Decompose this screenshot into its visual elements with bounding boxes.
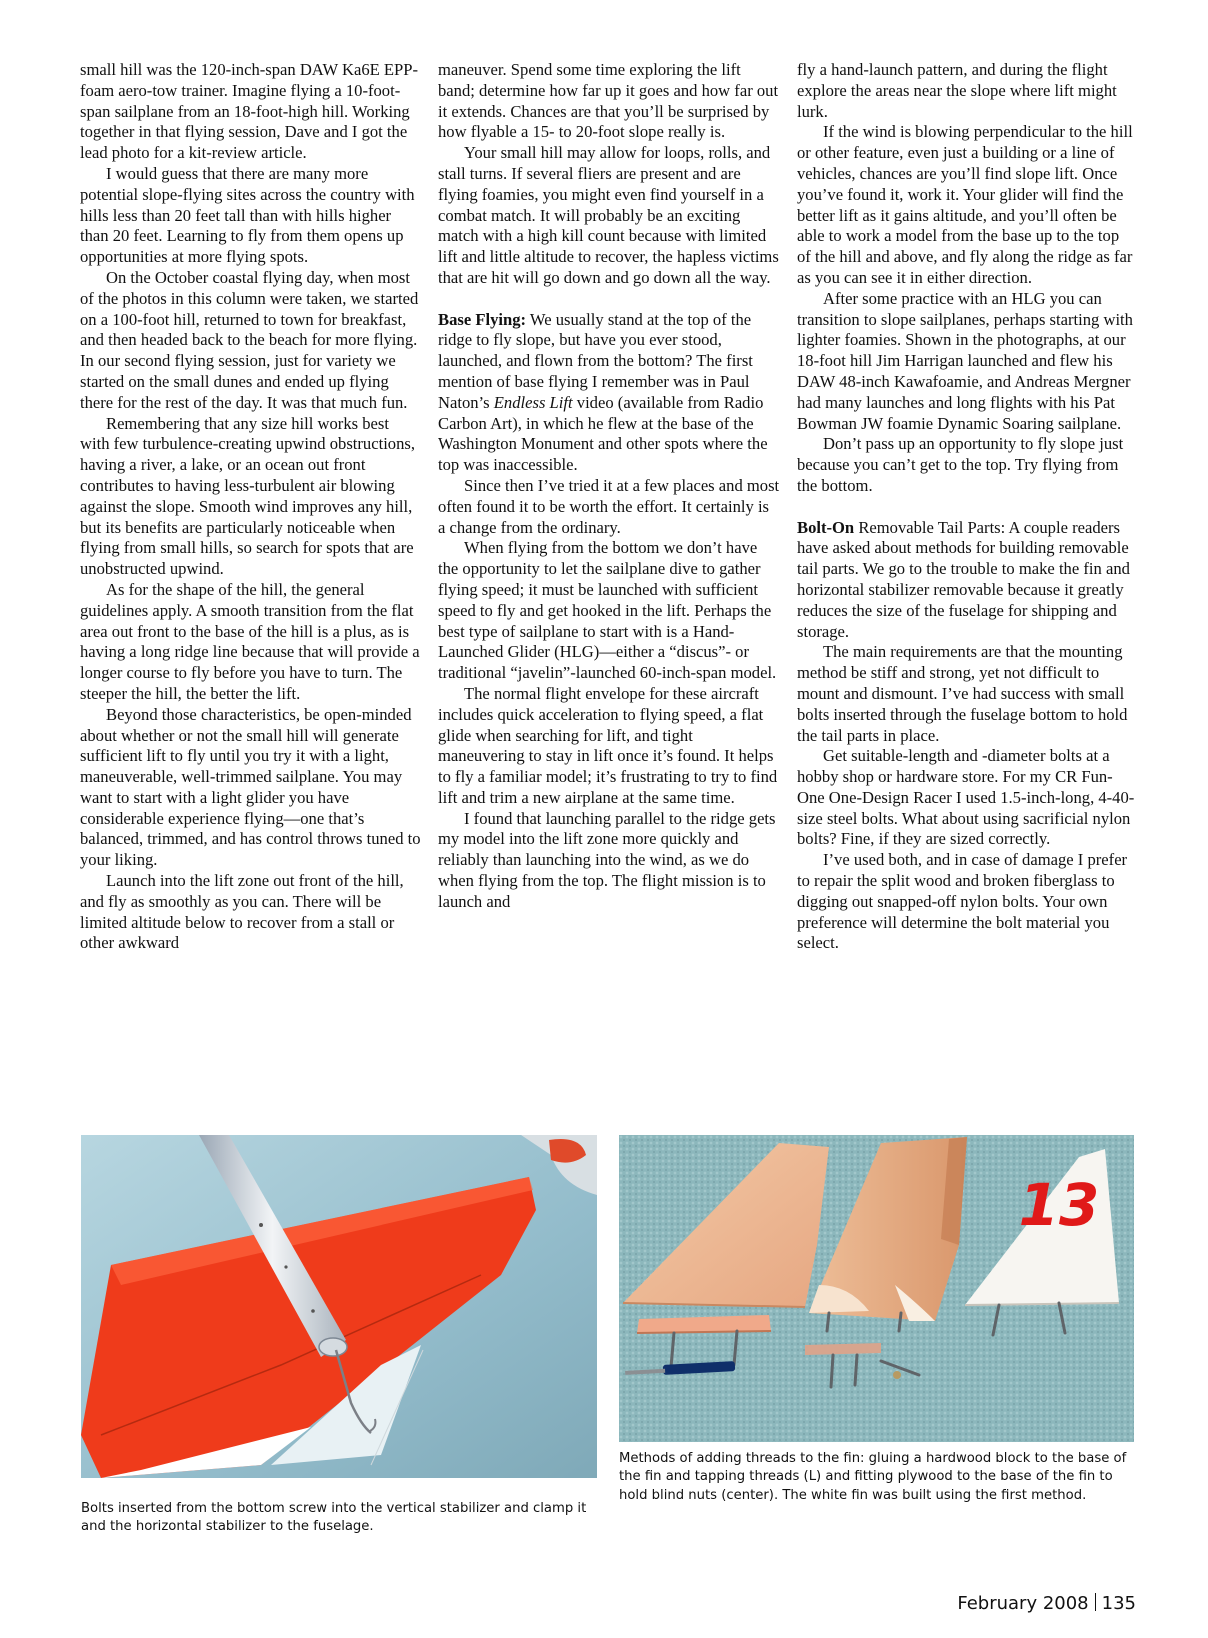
paragraph: Remembering that any size hill works best with few turbulence-creating upwind obstructions, having a river, a lake, or an ocean out front contributes to having less-turbulent air blowing against the slope. Smooth wind improves any hill, but its benefits are particularly noticeable when flying from small hills, so search for spots that are unobstructed upwind.	[80, 413, 416, 579]
paragraph: fly a hand-launch pattern, and during the flight explore the areas near the slope where lift might lurk.	[797, 60, 1117, 121]
paragraph: maneuver. Spend some time exploring the lift band; determine how far up it goes and how far out it extends. Chances are that you’ll be surprised by how flyable a 15- to 20-foot slope really is.	[438, 60, 779, 142]
paragraph-text: video (available from Radio Carbon Art), in which he flew at the base of the Washington Monument and other spots where the top was inaccessible.	[438, 392, 768, 475]
paragraph: The main requirements are that the mounting method be stiff and strong, yet not difficult to mount and dismount. I’ve had success with small bolts inserted through the fuselage bottom to hold the tail parts in place.	[797, 642, 1128, 745]
paragraph: As for the shape of the hill, the general guidelines apply. A smooth transition from the flat area out front to the base of the hill is a plus, as is having a long ridge line because that will provide a longer course to fly before you have to turn. The steeper the hill, the better the lift.	[80, 579, 420, 703]
text-column-1	[80, 60, 422, 954]
paragraph: Your small hill may allow for loops, rolls, and stall turns. If several fliers are present and are flying foamies, you might even find yourself in a combat match. It will probably be an exciting match with a high kill count because with limited lift and little altitude to recover, the hapless victims that are hit will go down and go down all the way.	[438, 143, 779, 287]
paragraph-text: We usually stand at the top of the ridge to fly slope, but have you ever stood, launched, and flown from the bottom? The first mention of base flying I remember was in Paul Naton’s	[438, 309, 753, 412]
paragraph: Since then I’ve tried it at a few places and most often found it to be worth the effort. It certainly is a change from the ordinary.	[438, 475, 780, 537]
paragraph: Get suitable-length and -diameter bolts at a hobby shop or hardware store. For my CR Fun-One One-Design Racer I used 1.5-inch-long, 4-40-size steel bolts. What about using sacrificial nylon bolts? Fine, if they are sized correctly.	[797, 746, 1135, 849]
paragraph: After some practice with an HLG you can transition to slope sailplanes, perhaps starting with lighter foamies. Shown in the photographs, at our 18-foot hill Jim Harrigan launched and flew his DAW 48-inch Kawafoamie, and Andreas Mergner had many launches and long flights with his Pat Bowman JW foamie Dynamic Soaring sailplane.	[797, 288, 1133, 433]
paragraph: Don’t pass up an opportunity to fly slope just because you can’t get to the top. Try flying from the bottom.	[797, 434, 1124, 495]
paragraph-text: Removable Tail Parts: A couple readers have asked about methods for building removable tail parts. We go to the trouble to make the fin and horizontal stabilizer removable because it greatly reduces the size of the fuselage for shipping and storage.	[797, 517, 1130, 641]
caption-left: Bolts inserted from the bottom screw into the vertical stabilizer and clamp it and the horizontal stabilizer to the fuselage.	[81, 1501, 587, 1535]
section-bolt-on	[797, 518, 1137, 643]
paragraph: Beyond those characteristics, be open-minded about whether or not the small hill will generate sufficient lift to fly until you try it with a light, maneuverable, well-trimmed sailplane. You may want to start with a light glider you have considerable experience flying—one that’s balanced, trimmed, and has control throws tuned to your liking.	[80, 704, 421, 870]
issue-date: February 2008	[957, 1593, 1089, 1614]
caption-right: Methods of adding threads to the fin: gluing a hardwood block to the base of the fin and tapping threads (L) and fitting plywood to the base of the fin to hold blind nuts (center). The white fin was built using the first method.	[619, 1451, 1127, 1503]
paragraph: Launch into the lift zone out front of the hill, and fly as smoothly as you can. There will be limited altitude below to recover from a stall or other awkward	[80, 871, 404, 953]
paragraph: If the wind is blowing perpendicular to the hill or other feature, even just a building or a line of vehicles, chances are you’ll find slope lift. Once you’ve found it, work it. Your glider will find the better lift as it gains altitude, and you’ll often be able to work a model from the base up to the top of the hill and above, and fly along the ridge as far as you can see it in either direction.	[797, 122, 1133, 287]
photo-tail-parts	[619, 1135, 1134, 1442]
subheading-base-flying: Base Flying:	[438, 309, 527, 329]
text-column-3	[797, 60, 1137, 954]
paragraph: I found that launching parallel to the ridge gets my model into the lift zone more quickly and reliably than launching into the wind, as we do when flying from the top. The flight mission is to launch and	[438, 808, 776, 911]
paragraph: The normal flight envelope for these aircraft includes quick acceleration to flying speed, a flat glide when searching for lift, and tight maneuvering to stay in lift once it’s found. It helps to fly a familiar model; it’s frustrating to try to find lift and trim a new airplane at the same time.	[438, 683, 778, 807]
page-number: 135	[1101, 1593, 1136, 1614]
video-title: Endless Lift	[493, 392, 573, 412]
subheading-bolt-on: Bolt-On	[797, 517, 855, 537]
photo-stabilizer-bolt	[81, 1135, 597, 1478]
tail-parts-illustration	[619, 1135, 1134, 1442]
stabilizer-illustration	[81, 1135, 597, 1478]
paragraph: On the October coastal flying day, when most of the photos in this column were taken, we started on a 100-foot hill, returned to town for breakfast, and then headed back to the beach for more flying. In our second flying session, just for variety we started on the small dunes and ended up flying there for the rest of the day. It was that much fun.	[80, 267, 419, 412]
paragraph: I’ve used both, and in case of damage I prefer to repair the split wood and broken fiberglass to digging out snapped-off nylon bolts. Your own preference will determine the bolt material you select.	[797, 850, 1128, 953]
page-footer	[957, 1593, 1136, 1614]
text-column-2	[438, 60, 780, 913]
paragraph: I would guess that there are many more potential slope-flying sites across the country with hills less than 20 feet tall than with hills higher than 20 feet. Learning to fly from them opens up opportunities at more flying spots.	[80, 163, 415, 267]
fin-number: 13	[1018, 1171, 1100, 1239]
section-base-flying	[438, 310, 780, 476]
paragraph: small hill was the 120-inch-span DAW Ka6E EPP-foam aero-tow trainer. Imagine flying a 10-foot-span sailplane from an 18-foot-high hill. Working together in that flying session, Dave and I got the lead photo for a kit-review article.	[80, 60, 419, 163]
paragraph: When flying from the bottom we don’t have the opportunity to let the sailplane dive to gather flying speed; it must be launched with sufficient speed to fly and get hooked in the lift. Perhaps the best type of sailplane to start with is a Hand-Launched Glider (HLG)—either a “discus”- or traditional “javelin”-launched 60-inch-span model.	[438, 538, 777, 683]
footer-divider	[1095, 1593, 1096, 1611]
